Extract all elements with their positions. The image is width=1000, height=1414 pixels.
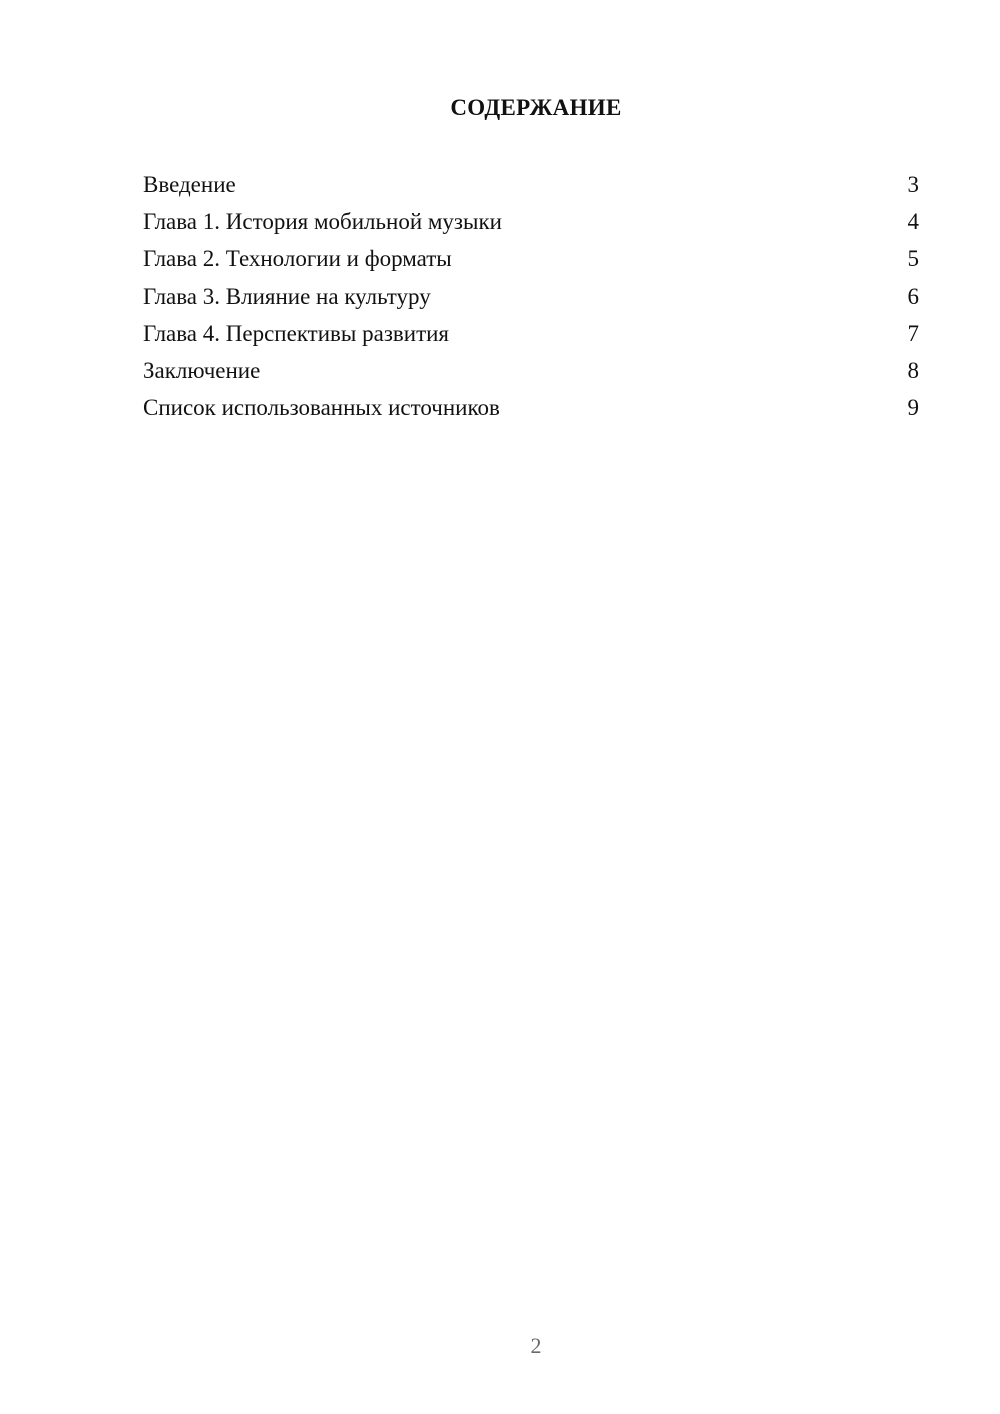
toc-entry [143, 282, 919, 319]
page-title: СОДЕРЖАНИЕ [450, 95, 622, 120]
toc-entry-page: 4 [907, 209, 919, 235]
toc-entry-label: Глава 1. История мобильной музыки [143, 209, 502, 235]
toc-entry-label: Заключение [143, 357, 261, 383]
toc-entry-label: Глава 4. Перспективы развития [143, 320, 450, 346]
toc-entry-label: Введение [143, 172, 236, 197]
toc-entry [143, 207, 919, 244]
toc-entry-page: 7 [907, 320, 919, 346]
toc-entry-label: Глава 3. Влияние на культуру [143, 283, 431, 309]
toc-entry-page: 9 [907, 395, 919, 421]
toc-entry [143, 170, 919, 207]
toc-entry-page: 5 [907, 246, 919, 272]
toc-entry-label: Глава 2. Технологии и форматы [143, 246, 452, 272]
toc-entry-page: 6 [907, 283, 919, 309]
toc-entry-page: 8 [907, 357, 919, 383]
toc-entry [143, 244, 919, 281]
toc-entry-page: 3 [907, 172, 919, 197]
toc-entry [143, 356, 919, 393]
toc-entry [143, 319, 919, 356]
toc-entry-label: Список использованных источников [143, 395, 500, 421]
page-number: 2 [530, 1333, 542, 1358]
table-of-contents [143, 170, 919, 430]
toc-entry [143, 393, 919, 430]
